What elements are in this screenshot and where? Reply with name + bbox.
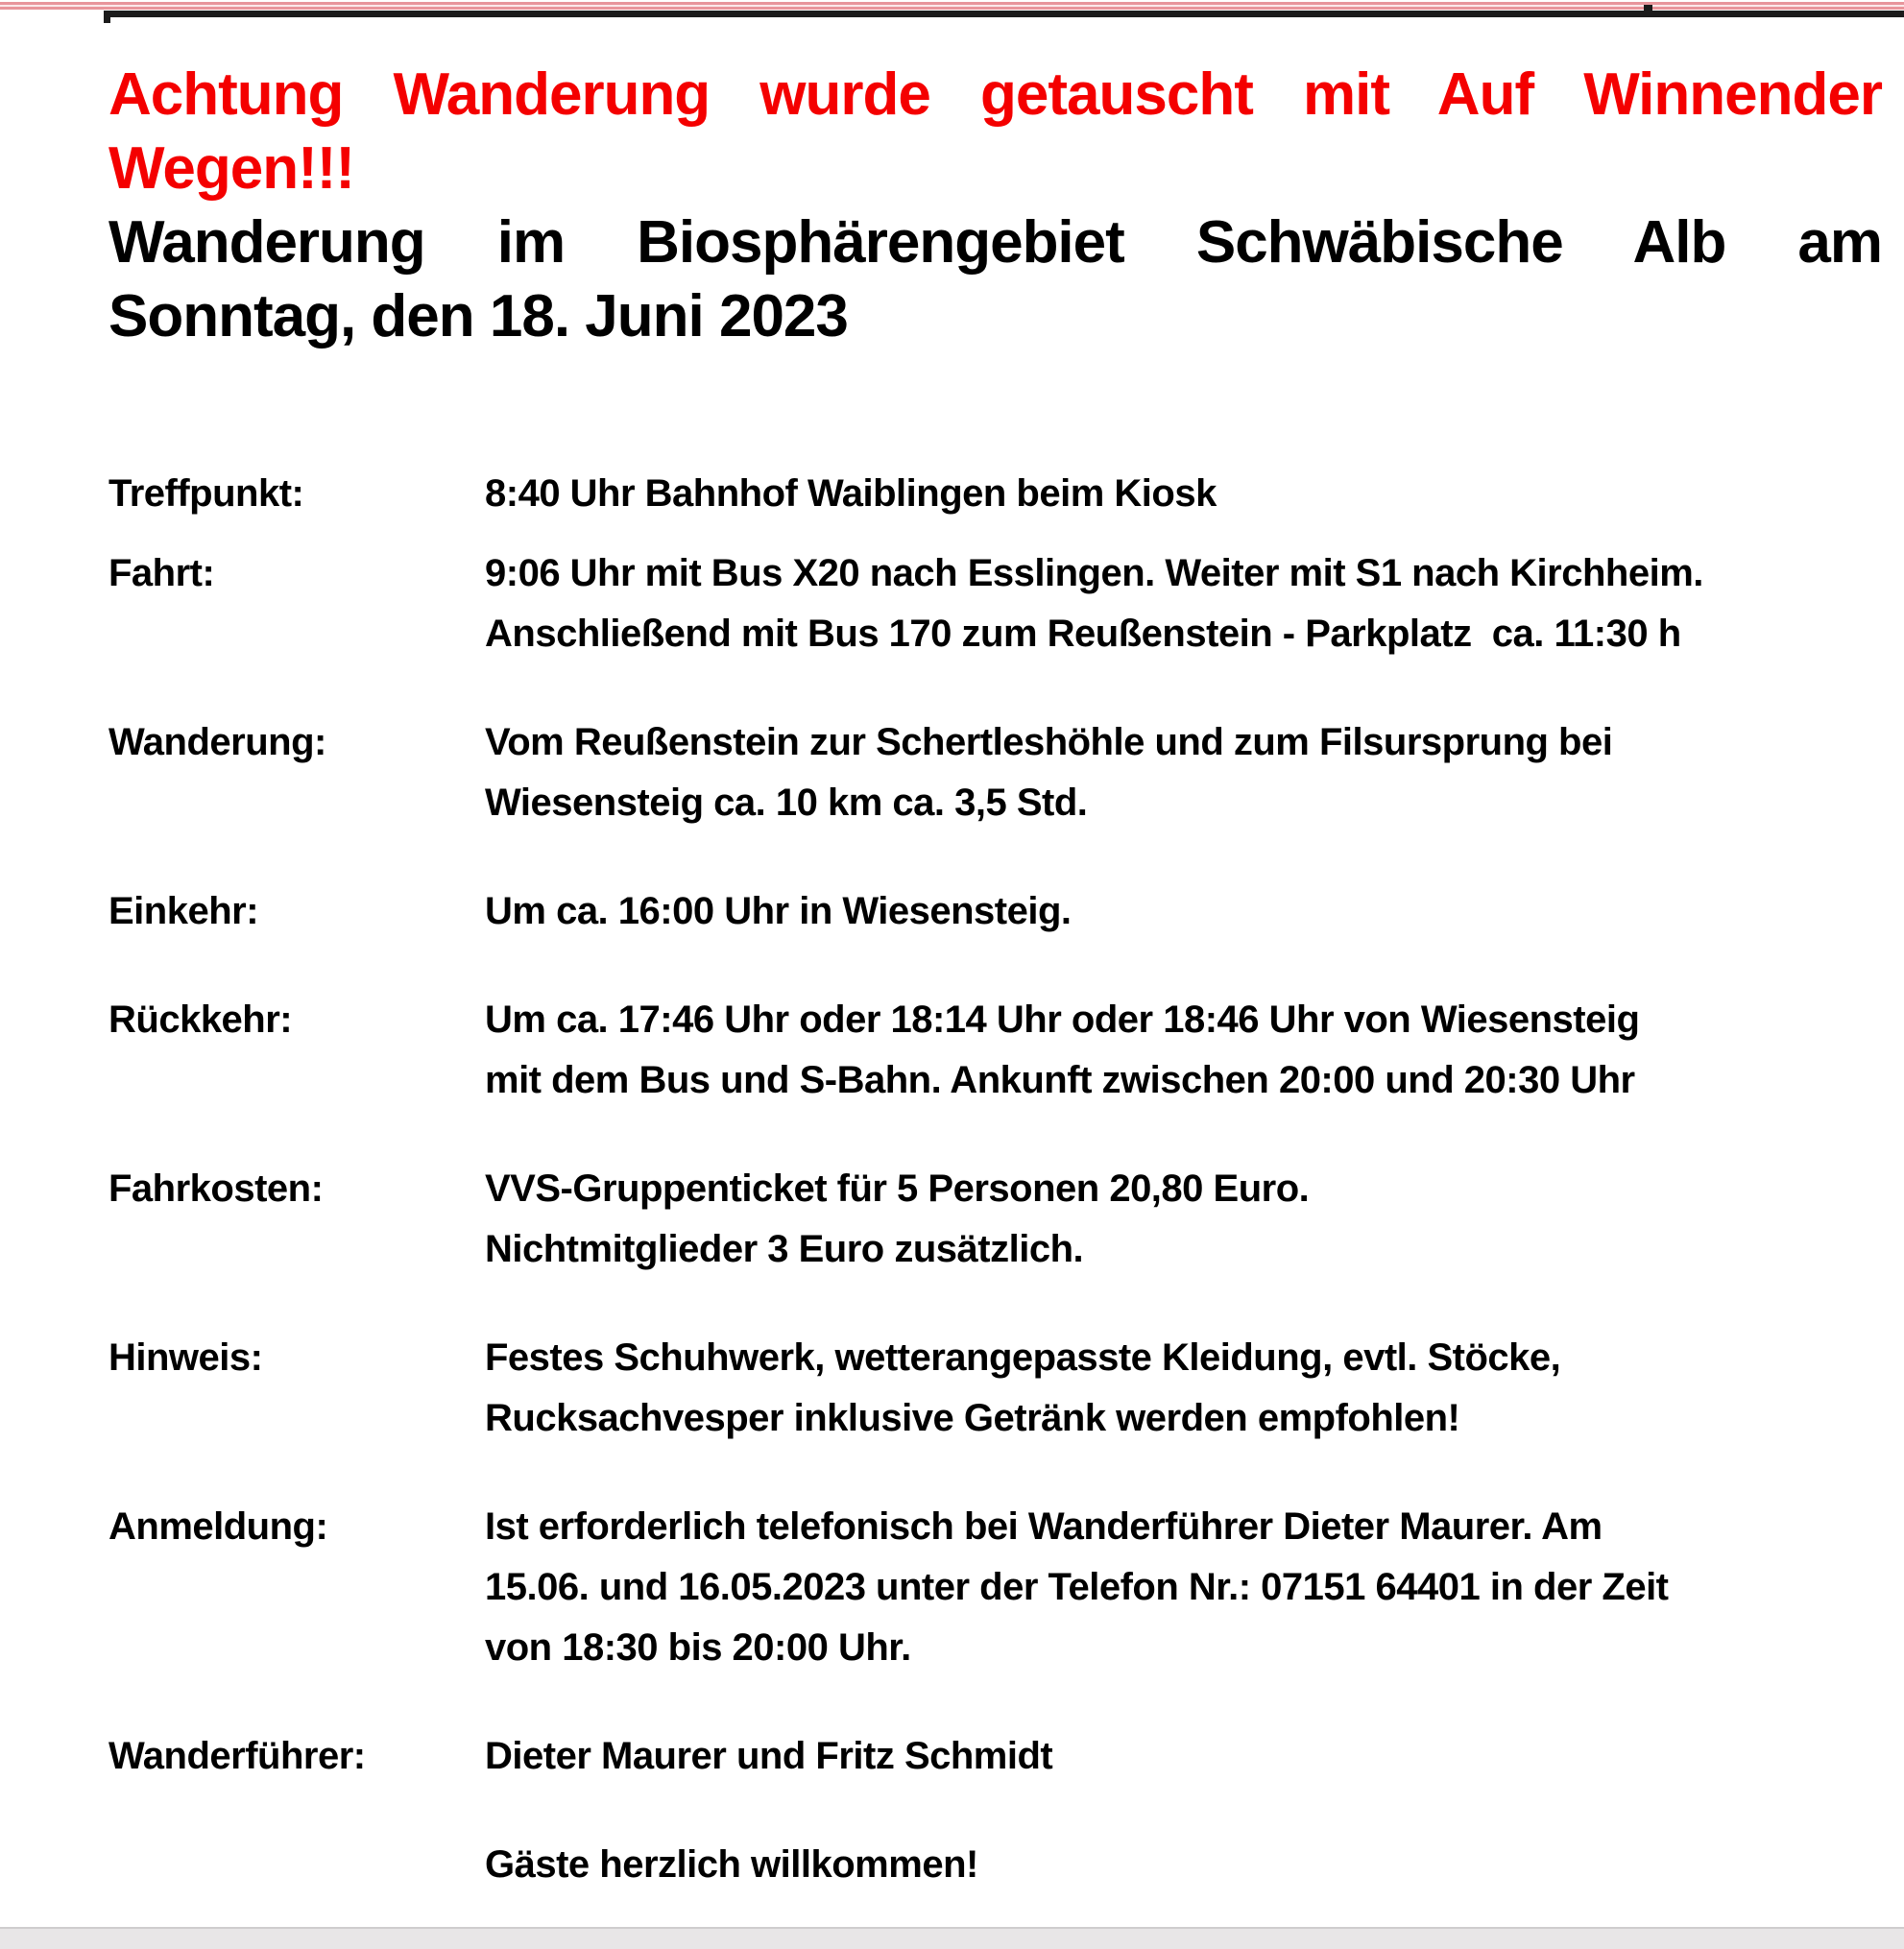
- detail-text-line: mit dem Bus und S-Bahn. Ankunft zwischen 20:00 und 20:30 Uhr: [485, 1059, 1635, 1101]
- title-line2: Sonntag, den 18. Juni 2023: [108, 283, 848, 349]
- detail-label: Treffpunkt:: [108, 472, 304, 515]
- detail-text-line: Um ca. 16:00 Uhr in Wiesensteig.: [485, 890, 1072, 932]
- detail-text-line: 9:06 Uhr mit Bus X20 nach Esslingen. Weiter mit S1 nach Kirchheim.: [485, 552, 1703, 594]
- bottom-bar: [0, 1927, 1904, 1949]
- detail-value: [485, 881, 1882, 942]
- detail-text-line: Anschließend mit Bus 170 zum Reußenstein - Parkplatz ca. 11:30 h: [485, 613, 1681, 655]
- detail-label: Wanderung:: [108, 721, 326, 763]
- detail-label: Rückkehr:: [108, 999, 293, 1041]
- detail-value: [485, 543, 1882, 664]
- detail-text-line: Vom Reußenstein zur Schertleshöhle und zum Filsursprung bei: [485, 721, 1613, 763]
- detail-value: [485, 1726, 1882, 1787]
- top-border-pink-rule: [0, 2, 1904, 10]
- alert-heading-line2: Wegen!!!: [108, 135, 355, 202]
- detail-text-line: Ist erforderlich telefonisch bei Wanderführer Dieter Maurer. Am: [485, 1505, 1603, 1548]
- detail-row: [108, 881, 1882, 942]
- detail-label: Fahrt:: [108, 552, 215, 594]
- table-border-column-mark: [1644, 5, 1652, 12]
- top-border-black-rule: [104, 11, 1904, 17]
- detail-row: [108, 1835, 1882, 1895]
- detail-value: [485, 990, 1882, 1111]
- detail-value: [485, 1835, 1882, 1895]
- detail-label: Anmeldung:: [108, 1505, 328, 1548]
- detail-value: [485, 464, 1882, 524]
- detail-text-line: 8:40 Uhr Bahnhof Waiblingen beim Kiosk: [485, 472, 1217, 515]
- alert-heading-line1: Achtung Wanderung wurde getauscht mit Auf Winnender: [108, 61, 1882, 128]
- detail-value: [485, 1328, 1882, 1449]
- document-content: [108, 58, 1882, 1943]
- detail-text-line: Gäste herzlich willkommen!: [485, 1843, 978, 1886]
- detail-label: Wanderführer:: [108, 1735, 366, 1777]
- detail-text-line: Nichtmitglieder 3 Euro zusätzlich.: [485, 1228, 1084, 1270]
- detail-text-line: 15.06. und 16.05.2023 unter der Telefon Nr.: 07151 64401 in der Zeit: [485, 1566, 1669, 1608]
- detail-row: [108, 1497, 1882, 1678]
- detail-value: [485, 1497, 1882, 1678]
- detail-text-line: Wiesensteig ca. 10 km ca. 3,5 Std.: [485, 782, 1088, 824]
- detail-row: [108, 464, 1882, 524]
- detail-text-line: von 18:30 bis 20:00 Uhr.: [485, 1626, 911, 1669]
- detail-row: [108, 1159, 1882, 1280]
- detail-row: [108, 712, 1882, 833]
- title-line1: Wanderung im Biosphärengebiet Schwäbische Alb am: [108, 209, 1882, 276]
- detail-label: Hinweis:: [108, 1336, 263, 1379]
- detail-row: [108, 990, 1882, 1111]
- detail-row: [108, 1726, 1882, 1787]
- detail-text-line: Dieter Maurer und Fritz Schmidt: [485, 1735, 1053, 1777]
- detail-label: Fahrkosten:: [108, 1167, 324, 1210]
- detail-value: [485, 1159, 1882, 1280]
- detail-text-line: VVS-Gruppenticket für 5 Personen 20,80 Euro.: [485, 1167, 1310, 1210]
- detail-label: Einkehr:: [108, 890, 259, 932]
- detail-row: [108, 1328, 1882, 1449]
- detail-text-line: Rucksachvesper inklusive Getränk werden empfohlen!: [485, 1397, 1460, 1439]
- details-table: [108, 464, 1882, 1895]
- detail-text-line: Festes Schuhwerk, wetterangepasste Kleidung, evtl. Stöcke,: [485, 1336, 1561, 1379]
- table-border-corner-mark: [104, 11, 110, 23]
- detail-value: [485, 712, 1882, 833]
- detail-text-line: Um ca. 17:46 Uhr oder 18:14 Uhr oder 18:46 Uhr von Wiesensteig: [485, 999, 1640, 1041]
- detail-row: [108, 543, 1882, 664]
